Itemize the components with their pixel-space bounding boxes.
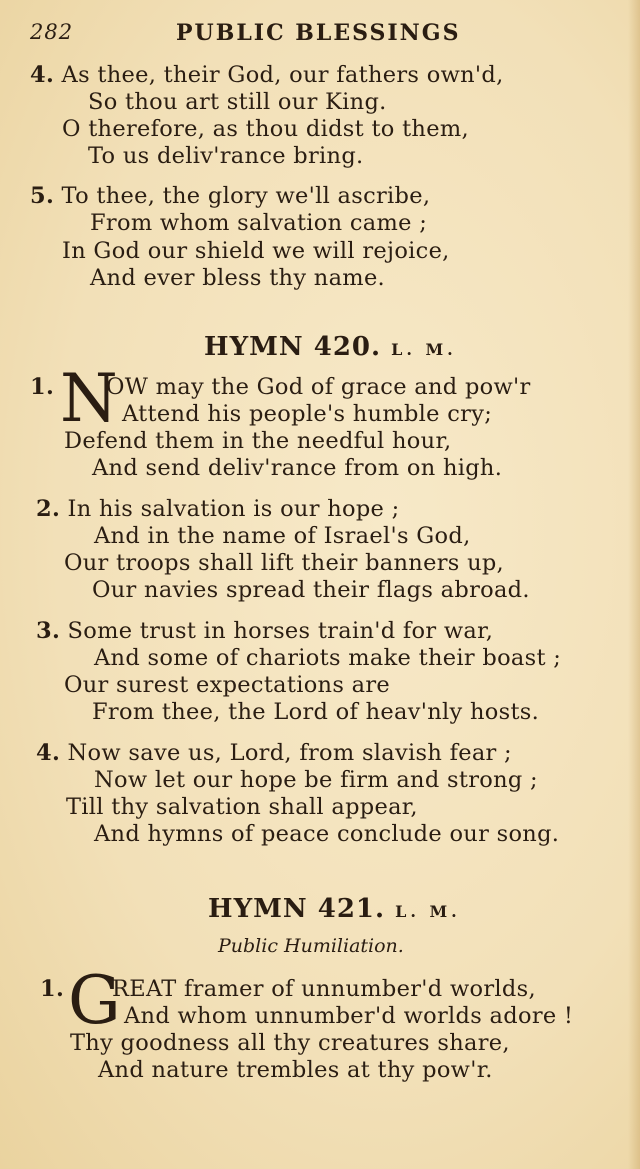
verse-line: To us deliv'rance bring.: [88, 143, 364, 169]
hymn-421-meter: L. M.: [395, 902, 461, 921]
verse-number: 4.: [36, 740, 61, 766]
verse-line: Attend his people's humble cry;: [122, 401, 493, 427]
verse-number: 4.: [30, 62, 55, 88]
verse-line: 4. Now save us, Lord, from slavish fear ;: [36, 740, 512, 766]
verse-number: 5.: [30, 183, 55, 209]
verse-line: Till thy salvation shall appear,: [66, 794, 418, 820]
verse-line: REAT framer of unnumber'd worlds,: [112, 976, 536, 1002]
verse-line: From thee, the Lord of heav'nly hosts.: [92, 699, 540, 725]
verse-line: And send deliv'rance from on high.: [92, 455, 503, 481]
verse-line: Defend them in the needful hour,: [64, 428, 452, 454]
verse-line: Thy goodness all thy creatures share,: [70, 1030, 510, 1056]
verse-line: Our navies spread their flags abroad.: [92, 577, 530, 603]
drop-cap-g: G: [68, 962, 121, 1039]
hymn-420-title: HYMN 420. L. M.: [204, 332, 457, 362]
verse-line: O therefore, as thou didst to them,: [62, 116, 469, 142]
verse-line: From whom salvation came ;: [90, 210, 428, 236]
page-number: 282: [30, 20, 74, 44]
verse-line: And hymns of peace conclude our song.: [94, 821, 560, 847]
hymn-420-meter: L. M.: [391, 340, 457, 359]
verse-line: In God our shield we will rejoice,: [62, 238, 450, 264]
page-edge-shadow: [628, 0, 640, 1169]
verse-number: 1.: [40, 976, 65, 1002]
page-header: [30, 18, 470, 50]
verse-number: 3.: [36, 618, 61, 644]
verse-line: OW may the God of grace and pow'r: [106, 374, 531, 400]
verse-line: Our surest expectations are: [64, 672, 391, 698]
verse-line: Now let our hope be firm and strong ;: [94, 767, 538, 793]
verse-line: And some of chariots make their boast ;: [94, 645, 562, 671]
verse-line: 5. To thee, the glory we'll ascribe,: [30, 183, 431, 209]
verse-line: 3. Some trust in horses train'd for war,: [36, 618, 494, 644]
verse-number: 1.: [30, 374, 55, 400]
verse-line: And nature trembles at thy pow'r.: [98, 1057, 493, 1083]
verse-line: And ever bless thy name.: [90, 265, 386, 291]
verse-line: And whom unnumber'd worlds adore !: [124, 1003, 574, 1029]
hymn-421-subtitle: Public Humiliation.: [218, 935, 404, 957]
verse-line: 4. As thee, their God, our fathers own'd,: [30, 62, 504, 88]
hymn-421-title: HYMN 421. L. M.: [208, 894, 461, 924]
verse-line: So thou art still our King.: [88, 89, 387, 115]
verse-number-line: [30, 374, 54, 400]
verse-line: Our troops shall lift their banners up,: [64, 550, 505, 576]
verse-number: 2.: [36, 496, 61, 522]
verse-line: 2. In his salvation is our hope ;: [36, 496, 400, 522]
verse-line: And in the name of Israel's God,: [94, 523, 471, 549]
drop-cap-n: N: [60, 360, 118, 437]
running-head: PUBLIC BLESSINGS: [176, 20, 461, 46]
verse-number-line: [40, 976, 64, 1002]
